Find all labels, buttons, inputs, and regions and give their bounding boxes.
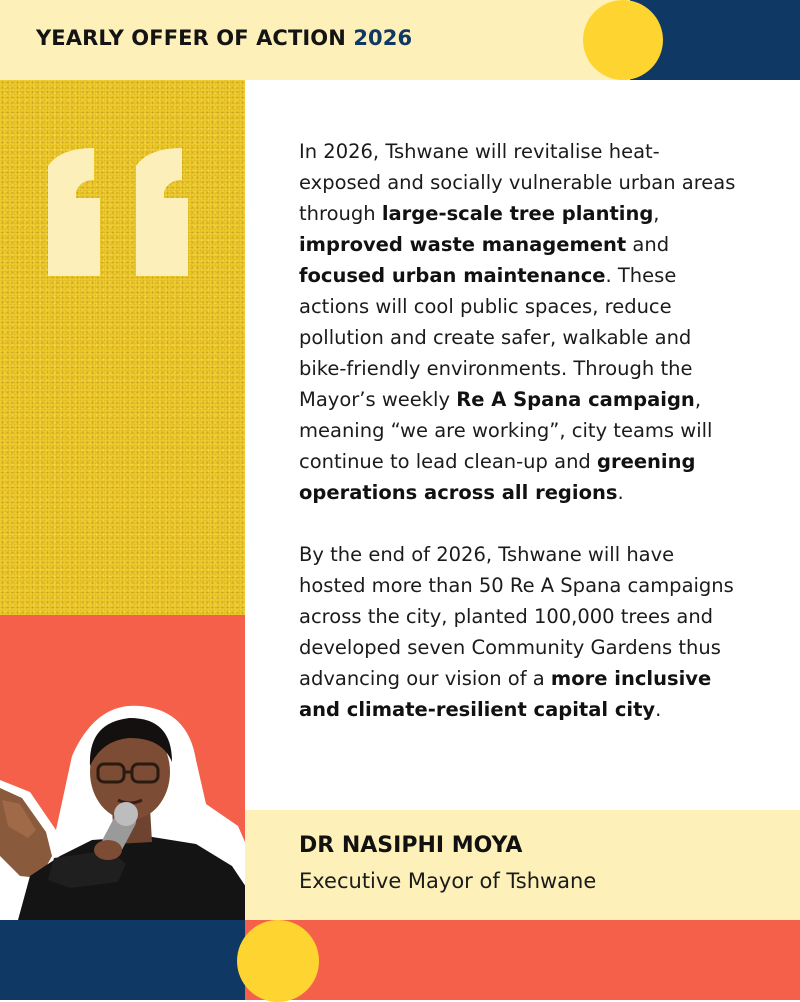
footer-navy-block: [0, 920, 245, 1000]
quote-mark-right: [136, 148, 188, 276]
text-run: By the end of 2026, Tshwane will have hosted more than 50 Re A Spana campaigns across the city, planted 100,000 trees and developed seven Community Gardens thus advancing our vision of a: [299, 543, 734, 690]
footer-yellow-circle: [237, 920, 319, 1002]
title-year: 2026: [353, 26, 413, 50]
quote-paragraph-1: [299, 136, 739, 508]
text-run: In 2026, Tshwane will revitalise heat-exposed and socially vulnerable urban areas through: [299, 140, 736, 225]
bold-phrase: improved waste management: [299, 233, 627, 256]
text-run: .: [655, 698, 662, 721]
text-run: . These actions will cool public spaces, reduce pollution and create safer, walkable and bike-friendly environments. Through the Mayor’s weekly: [299, 264, 693, 411]
footer-coral-block: [245, 920, 800, 1000]
bold-phrase: large-scale tree planting: [381, 202, 654, 225]
bold-phrase: greening operations across all regions: [299, 450, 696, 504]
bold-phrase: Re A Spana campaign: [456, 388, 695, 411]
text-run: ,: [653, 202, 660, 225]
title-text: YEARLY OFFER OF ACTION: [36, 26, 346, 50]
bold-phrase: more inclusive and climate-resilient capital city: [299, 667, 712, 721]
header-yellow-circle: [583, 0, 663, 80]
text-run: and: [626, 233, 670, 256]
quote-mark-left: [48, 148, 100, 276]
quote-paragraph-2: [299, 539, 739, 725]
speaker-role: Executive Mayor of Tshwane: [299, 869, 597, 893]
text-run: .: [617, 481, 624, 504]
bold-phrase: focused urban maintenance: [299, 264, 606, 287]
page-title: [36, 26, 412, 50]
text-run: , meaning “we are working”, city teams will continue to lead clean-up and: [299, 388, 713, 473]
mayor-portrait-photo: [0, 680, 260, 920]
attribution-panel: [245, 810, 800, 920]
opening-quote-icon: [40, 140, 200, 280]
speaker-name: DR NASIPHI MOYA: [299, 833, 523, 858]
